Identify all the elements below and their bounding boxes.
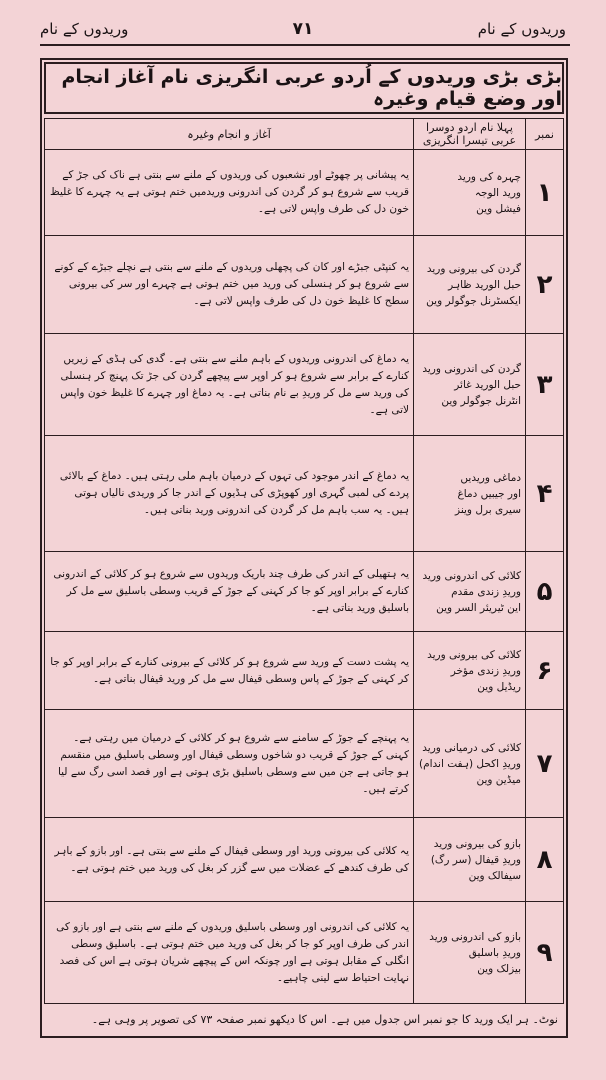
row-number: ۴	[526, 436, 564, 552]
table-row	[45, 902, 564, 1004]
table-row	[45, 818, 564, 902]
name-urdu: دماغی وریدیں	[460, 471, 521, 484]
row-description: یہ دماغ کے اندر موجود کی تہوں کے درمیان باہم ملی رہتی ہیں۔ دماغ کے بالائی پردے کی لمبی گہری اور کھوپڑی کی ہڈیوں کے اندر جا کر وریدی نالیاں ہوتی ہیں۔ یہ سب باہم مل کر گردن کی اندرونی ورید بناتی ہیں۔	[45, 436, 414, 552]
row-description: یہ پیشانی پر چھوٹے اور نشعبوں کی وریدوں کے ملنے سے بنتی ہے ناک کی جڑ کے قریب سے شروع ہو کر گردن کی اندرونی وریدمیں ختم ہوتی ہے یہ چہرے کا غلیظ خون دل کی طرف واپس لاتی ہے۔	[45, 150, 414, 236]
table-row	[45, 436, 564, 552]
table-row	[45, 552, 564, 632]
row-description: یہ کنپٹی جبڑے اور کان کی پچھلی وریدوں کے ملنے سے بنتی ہے نچلے جبڑے کے کونے سے شروع ہو کر ہنسلی کی ورید میں ختم ہوتی ہے چہرے اور سر کی بیرونی سطح کا غلیظ خون دل کی طرف واپس لاتی ہے۔	[45, 236, 414, 334]
running-title-left: وریدوں کے نام	[40, 20, 129, 38]
row-names	[414, 334, 526, 436]
name-english: فیشل وین	[476, 202, 521, 215]
row-description: یہ پشت دست کے ورید سے شروع ہو کر کلائی کے بیرونی کنارے کے برابر اوپر کو جا کر کہنی کے جوڑ کے پاس وسطی قیفال سے مل کر ورید قیفال بناتی ہے۔	[45, 632, 414, 710]
header-description: آغاز و انجام وغیرہ	[45, 119, 414, 150]
name-arabic: حبل الورید غائر	[454, 378, 521, 391]
name-arabic: وریدِ زندی مقدم	[451, 585, 521, 598]
name-arabic: حبل الورید ظاہر	[448, 278, 521, 291]
row-number: ۲	[526, 236, 564, 334]
row-description: یہ پہنچے کے جوڑ کے سامنے سے شروع ہو کر کلائی کے درمیان میں رہتی ہے۔ کہنی کے جوڑ کے قریب دو شاخوں وسطی قیفال اور وسطی باسلیق میں منقسم ہو جاتی ہے جن میں سے وسطی باسلیق بڑی ہوتی ہے اور فصد اسی رگ سے لیا کرتے ہیں۔	[45, 710, 414, 818]
name-arabic: وریدِ قیفال (سر رگ)	[430, 853, 521, 866]
row-number: ۶	[526, 632, 564, 710]
row-description: یہ کلائی کی بیرونی ورید اور وسطی قیفال کے ملنے سے بنتی ہے۔ اور بازو کے باہر کی طرف کندھے کے عضلات میں سے گزر کر بغل کی ورید میں ختم ہوتی ہے۔	[45, 818, 414, 902]
header-number: نمبر	[526, 119, 564, 150]
row-number: ۵	[526, 552, 564, 632]
name-urdu: چہرہ کی ورید	[457, 170, 521, 183]
row-number: ۳	[526, 334, 564, 436]
row-number: ۸	[526, 818, 564, 902]
running-title: وریدوں کے نام	[477, 20, 566, 38]
row-names	[414, 552, 526, 632]
row-names	[414, 818, 526, 902]
running-head	[40, 14, 566, 44]
name-english: بیزلک وین	[477, 962, 521, 975]
name-arabic: وریدِ زندی مؤخر	[450, 664, 521, 677]
name-arabic: وریدِ اکحل (ہفت اندام)	[419, 757, 521, 770]
name-arabic: ورید الوجہ	[474, 186, 521, 199]
row-names	[414, 436, 526, 552]
page-number: ۷۱	[292, 19, 314, 39]
table-row	[45, 334, 564, 436]
table-row	[45, 710, 564, 818]
name-urdu: کلائی کی بیرونی ورید	[427, 648, 521, 661]
row-number: ۷	[526, 710, 564, 818]
name-english: میڈین وین	[476, 773, 521, 786]
name-english: ایکسٹرنل جوگولر وین	[426, 294, 521, 307]
name-english: سیری برل وینز	[455, 503, 521, 516]
name-urdu: کلائی کی اندرونی ورید	[422, 569, 521, 582]
row-names	[414, 236, 526, 334]
name-urdu: بازو کی بیرونی ورید	[433, 837, 521, 850]
name-english: سیفالک وین	[468, 869, 521, 882]
row-number: ۱	[526, 150, 564, 236]
table-row	[45, 150, 564, 236]
name-urdu: کلائی کی درمیانی ورید	[422, 741, 521, 754]
name-english: این ٹیریئر السر وین	[436, 601, 521, 614]
row-description: یہ دماغ کی اندرونی وریدوں کے باہم ملنے سے بنتی ہے۔ گدی کی ہڈی کے زیریں کنارے کے برابر سے شروع ہو کر اوپر سے پیچھے گردن کی جڑ تک پہنچ کر ہنسلی کی ورید سے مل کر وریدِ بے نام بناتی ہے۔ یہ دماغ اور چہرے کا غلیظ خون واپس لاتی ہے۔	[45, 334, 414, 436]
name-urdu: بازو کی اندرونی ورید	[429, 930, 521, 943]
name-arabic: اور جیبیں دماغ	[457, 487, 521, 500]
name-arabic: وریدِ باسلیق	[468, 946, 521, 959]
row-description: یہ کلائی کی اندرونی اور وسطی باسلیق وریدوں کے ملنے سے بنتی ہے اور بازو کی اندر کی طرف اوپر کو جا کر بغل کی ورید میں ختم ہوتی ہے۔ باسلیق وسطی انگلی کے مقابل ہوتی ہے اور چونکہ اس کے پیچھے شریان ہوتی ہے اس کی فصد نہایت احتیاط سے لینی چاہیے۔	[45, 902, 414, 1004]
header-rule	[40, 44, 570, 46]
row-description: یہ ہتھیلی کے اندر کی طرف چند باریک وریدوں سے شروع ہو کر کلائی کے اندرونی کنارے کے برابر اوپر کو جا کر کہنی کے جوڑ کے قریب وسطی باسلیق سے مل کر باسلیق ورید بناتی ہے۔	[45, 552, 414, 632]
row-names	[414, 710, 526, 818]
row-number: ۹	[526, 902, 564, 1004]
name-english: ریڈیل وین	[477, 680, 521, 693]
header-names: پہلا نام اردو دوسرا عربی تیسرا انگریزی	[414, 119, 526, 150]
name-urdu: گردن کی بیرونی ورید	[426, 262, 521, 275]
veins-table	[44, 118, 564, 1004]
row-names	[414, 632, 526, 710]
name-urdu: گردن کی اندرونی ورید	[422, 362, 521, 375]
name-english: انٹرنل جوگولر وین	[441, 394, 521, 407]
table-row	[45, 632, 564, 710]
table-title: بڑی بڑی وریدوں کے اُردو عربی انگریزی نام آغاز انجام اور وضع قیام وغیرہ	[44, 62, 564, 114]
row-names	[414, 902, 526, 1004]
table-header-row	[45, 119, 564, 150]
row-names	[414, 150, 526, 236]
footnote: نوٹ۔ ہر ایک ورید کا جو نمبر اس جدول میں ہے۔ اس کا دیکھو نمبر صفحہ ۷۳ کی تصویر پر وہی ہے۔	[91, 1012, 558, 1026]
table-row	[45, 236, 564, 334]
